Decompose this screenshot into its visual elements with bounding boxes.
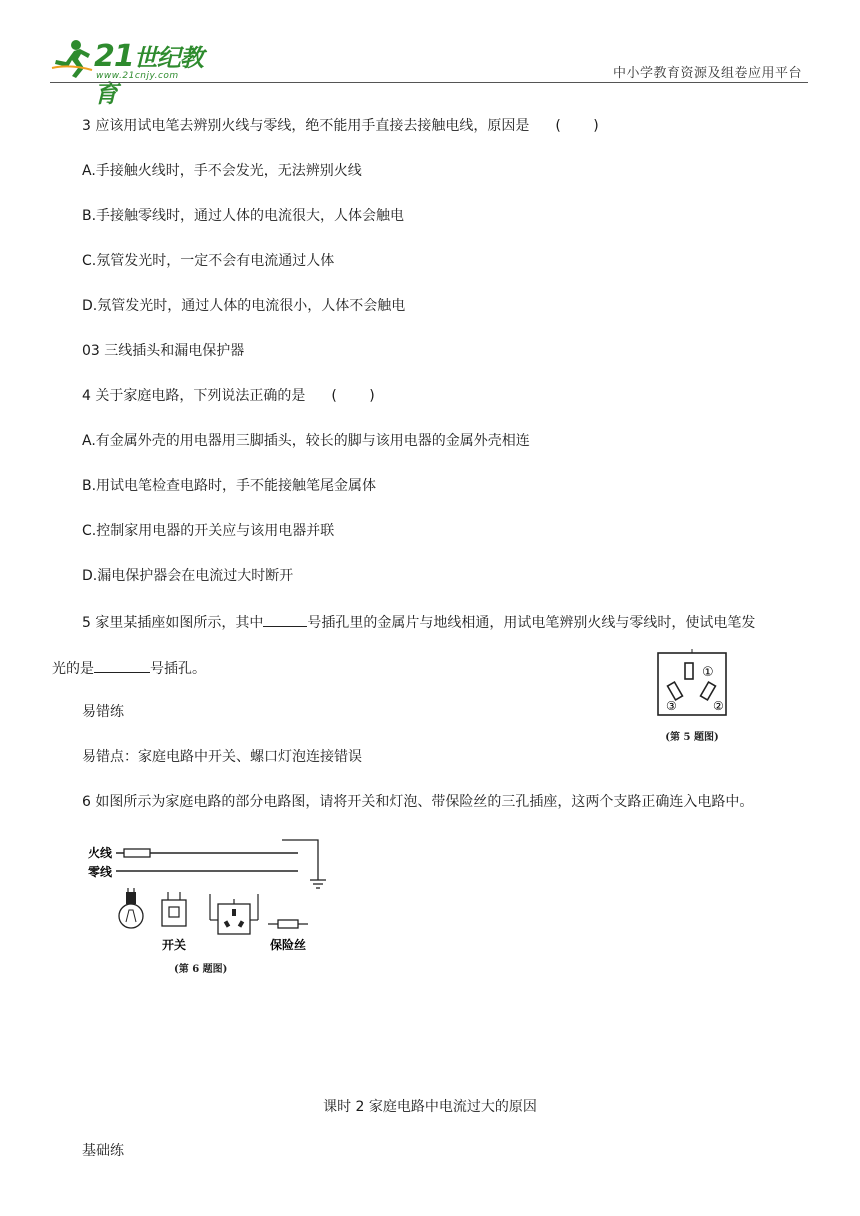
question-4-option-b: B.用试电笔检查电路时，手不能接触笔尾金属体 [82,478,377,494]
question-5-stem: 5 家里某插座如图所示，其中 号插孔里的金属片与地线相通，用试电笔辨别火线与零线时，使试电笔发 [82,611,755,633]
question-4-option-d: D.漏电保护器会在电流过大时断开 [82,568,294,584]
question-3-option-a: A.手接触火线时，手不会发光，无法辨别火线 [82,163,362,179]
circuit-figure [82,836,332,982]
platform-title: 中小学教育资源及组卷应用平台 [612,66,802,81]
question-4-stem: 4 关于家庭电路，下列说法正确的是 ( ) [82,388,389,404]
main-fuse [124,849,150,857]
answer-blank [94,657,150,673]
fuse-label: 保险丝 [270,938,307,952]
logo-wordmark: 21世纪教育 [94,39,203,108]
socket-hole-2 [701,682,716,700]
bulb-icon [119,888,143,928]
yicuo-title: 易错练 [82,704,124,720]
label-3: ③ [666,699,677,713]
question-3-option-b: B.手接触零线时，通过人体的电流很大，人体会触电 [82,208,405,224]
question-5-stem-continued: 光的是 号插孔。 [52,657,206,679]
branch-fuse-icon [268,920,308,928]
figure-6-caption: (第 6 题图) [174,964,228,975]
logo-url: www.21cnjy.com [96,71,179,81]
question-4-option-c: C.控制家用电器的开关应与该用电器并联 [82,523,335,539]
question-3-option-c: C.氖管发光时，一定不会有电流通过人体 [82,253,335,269]
question-6-stem: 6 如图所示为家庭电路的部分电路图，请将开关和灯泡、带保险丝的三孔插座，这两个支路正确连入电路中。 [82,794,754,810]
lesson-title: 课时 2 家庭电路中电流过大的原因 [323,1099,537,1115]
label-1: ① [702,665,714,680]
jichu-title: 基础练 [82,1143,124,1159]
label-2: ② [713,699,724,713]
socket-figure [656,649,744,745]
neutral-wire-label: 零线 [88,865,113,879]
socket-hole-3 [668,682,683,700]
live-wire-label: 火线 [88,846,113,860]
runner-logo-icon [50,38,94,78]
question-3-stem: 3 应该用试电笔去辨别火线与零线，绝不能用手直接去接触电线，原因是 ( ) [82,118,613,134]
ground-wire [282,840,318,880]
yicuo-point: 易错点：家庭电路中开关、螺口灯泡连接错误 [82,749,362,765]
socket-hole-1 [685,663,693,679]
figure-5-caption: (第 5 题图) [665,732,719,743]
question-3-option-d: D.氖管发光时，通过人体的电流很小，人体不会触电 [82,298,406,314]
logo [50,38,220,108]
question-4-option-a: A.有金属外壳的用电器用三脚插头，较长的脚与该用电器的金属外壳相连 [82,433,530,449]
header-divider [50,82,808,83]
switch-icon [162,892,186,926]
switch-label: 开关 [162,938,187,952]
answer-blank [263,611,307,627]
section-heading: 03 三线插头和漏电保护器 [82,343,245,359]
socket-icon [210,894,258,934]
